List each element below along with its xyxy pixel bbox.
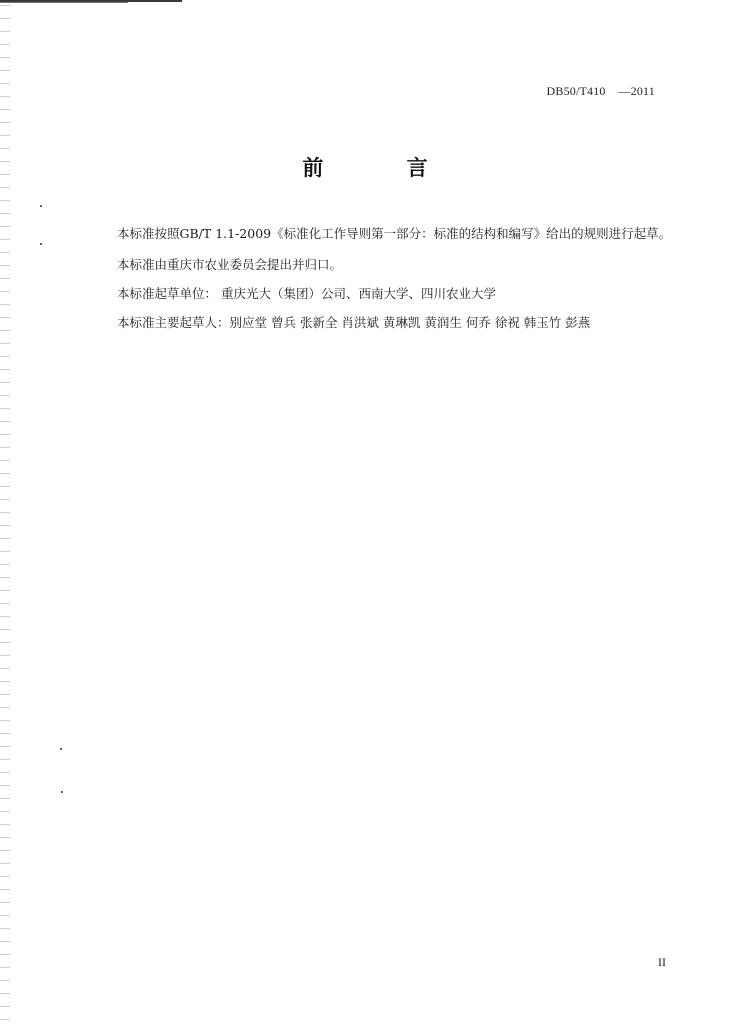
scan-speck xyxy=(60,748,62,750)
standard-code: DB50/T410 —2011 xyxy=(546,84,655,98)
paragraph-proposer: 本标准由重庆市农业委员会提出并归口。 xyxy=(117,257,343,272)
scan-speck xyxy=(40,243,42,245)
scan-speck xyxy=(61,791,63,793)
paragraph-drafting-rules: 本标准按照GB/T 1.1-2009《标准化工作导则第一部分：标准的结构和编写》给出的规则进行起草。 xyxy=(117,226,672,241)
top-rule-secondary xyxy=(0,2,128,3)
paragraph-drafting-units: 本标准起草单位： 重庆光大（集团）公司、西南大学、四川农业大学 xyxy=(117,286,496,301)
page-title: 前 言 xyxy=(302,156,466,180)
page-number: II xyxy=(658,955,666,969)
scan-speck xyxy=(40,205,42,207)
paragraph-drafters: 本标准主要起草人：别应堂 曾兵 张新全 肖洪斌 黄琳凯 黄润生 何乔 徐祝 韩玉竹 彭燕 xyxy=(117,315,591,330)
